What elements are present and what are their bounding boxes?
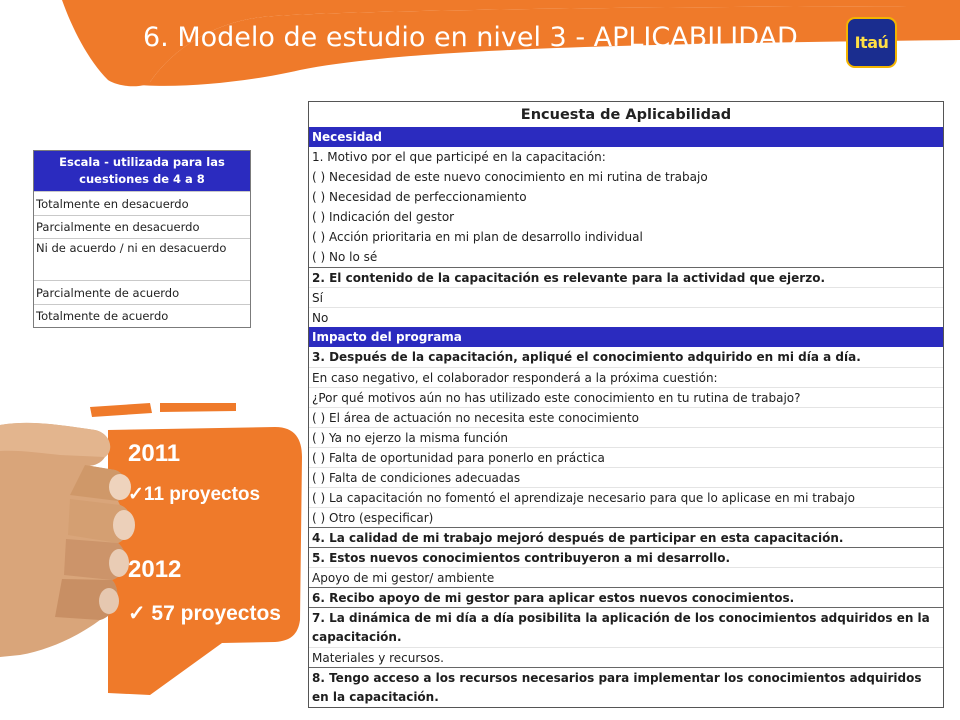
scale-row: Parcialmente de acuerdo [34, 280, 250, 304]
scale-table-header: Escala - utilizada para las cuestiones de 4 a 8 [34, 151, 250, 191]
scale-row: Parcialmente en desacuerdo [34, 215, 250, 238]
projects-2011-label: ✓11 proyectos [128, 484, 261, 505]
question-3-option: ( ) Ya no ejerzo la misma función [309, 427, 943, 447]
logo-text: Itaú [854, 33, 889, 52]
question-5-note: Apoyo de mi gestor/ ambiente [309, 567, 943, 587]
question-2-option: No [309, 307, 943, 327]
question-7: 7. La dinámica de mi día a día posibilita la aplicación de los conocimientos adquiridos en la capacitación. [309, 607, 943, 647]
question-3-note: ¿Por qué motivos aún no has utilizado este conocimiento en tu rutina de trabajo? [309, 387, 943, 407]
survey-table [308, 101, 944, 708]
question-3-option: ( ) Falta de condiciones adecuadas [309, 467, 943, 487]
section-necesidad: Necesidad [309, 127, 943, 147]
question-2-option: Sí [309, 287, 943, 307]
question-3-option: ( ) Otro (especificar) [309, 507, 943, 527]
question-3-note: En caso negativo, el colaborador responderá a la próxima cuestión: [309, 367, 943, 387]
question-2: 2. El contenido de la capacitación es relevante para la actividad que ejerzo. [309, 267, 943, 287]
itau-logo [846, 17, 897, 68]
fingernail [99, 588, 119, 614]
question-1-option: ( ) Necesidad de perfeccionamiento [312, 190, 527, 204]
question-1-option: ( ) Indicación del gestor [312, 210, 455, 224]
question-3-option: ( ) La capacitación no fomentó el aprendizaje necesario para que lo aplicase en mi trabajo [309, 487, 943, 507]
question-1-option: ( ) No lo sé [312, 250, 378, 264]
section-impacto: Impacto del programa [309, 327, 943, 347]
stripe-shape [90, 403, 152, 417]
page-title: 6. Modelo de estudio en nivel 3 - APLICABILIDAD [143, 22, 798, 53]
question-3-option: ( ) Falta de oportunidad para ponerlo en práctica [309, 447, 943, 467]
fingernail [113, 510, 135, 540]
header-band [0, 0, 960, 92]
question-3-option: ( ) El área de actuación no necesita este conocimiento [309, 407, 943, 427]
question-4: 4. La calidad de mi trabajo mejoró después de participar en esta capacitación. [309, 527, 943, 547]
stripe-shape [160, 403, 236, 412]
question-1-option: ( ) Acción prioritaria en mi plan de desarrollo individual [312, 230, 643, 244]
year-2011-label: 2011 [128, 440, 181, 467]
question-6: 6. Recibo apoyo de mi gestor para aplicar estos nuevos conocimientos. [309, 587, 943, 607]
question-8: 8. Tengo acceso a los recursos necesarios para implementar los conocimientos adquiridos en la capacitación. [309, 667, 943, 707]
scale-row: Totalmente de acuerdo [34, 304, 250, 327]
projects-2012-label: ✓ 57 proyectos [128, 602, 281, 625]
question-5: 5. Estos nuevos conocimientos contribuyeron a mi desarrollo. [309, 547, 943, 567]
question-1-option: ( ) Necesidad de este nuevo conocimiento en mi rutina de trabajo [312, 170, 708, 184]
year-2012-label: 2012 [128, 556, 182, 583]
scale-row: Ni de acuerdo / ni en desacuerdo [34, 238, 250, 280]
question-1: 1. Motivo por el que participé en la capacitación: [312, 150, 606, 164]
question-7-note: Materiales y recursos. [309, 647, 943, 667]
question-3: 3. Después de la capacitación, apliqué el conocimiento adquirido en mi día a día. [312, 350, 861, 364]
fingernail [109, 549, 129, 577]
scale-row: Totalmente en desacuerdo [34, 191, 250, 215]
survey-title: Encuesta de Aplicabilidad [520, 107, 732, 123]
scale-table [33, 150, 251, 328]
